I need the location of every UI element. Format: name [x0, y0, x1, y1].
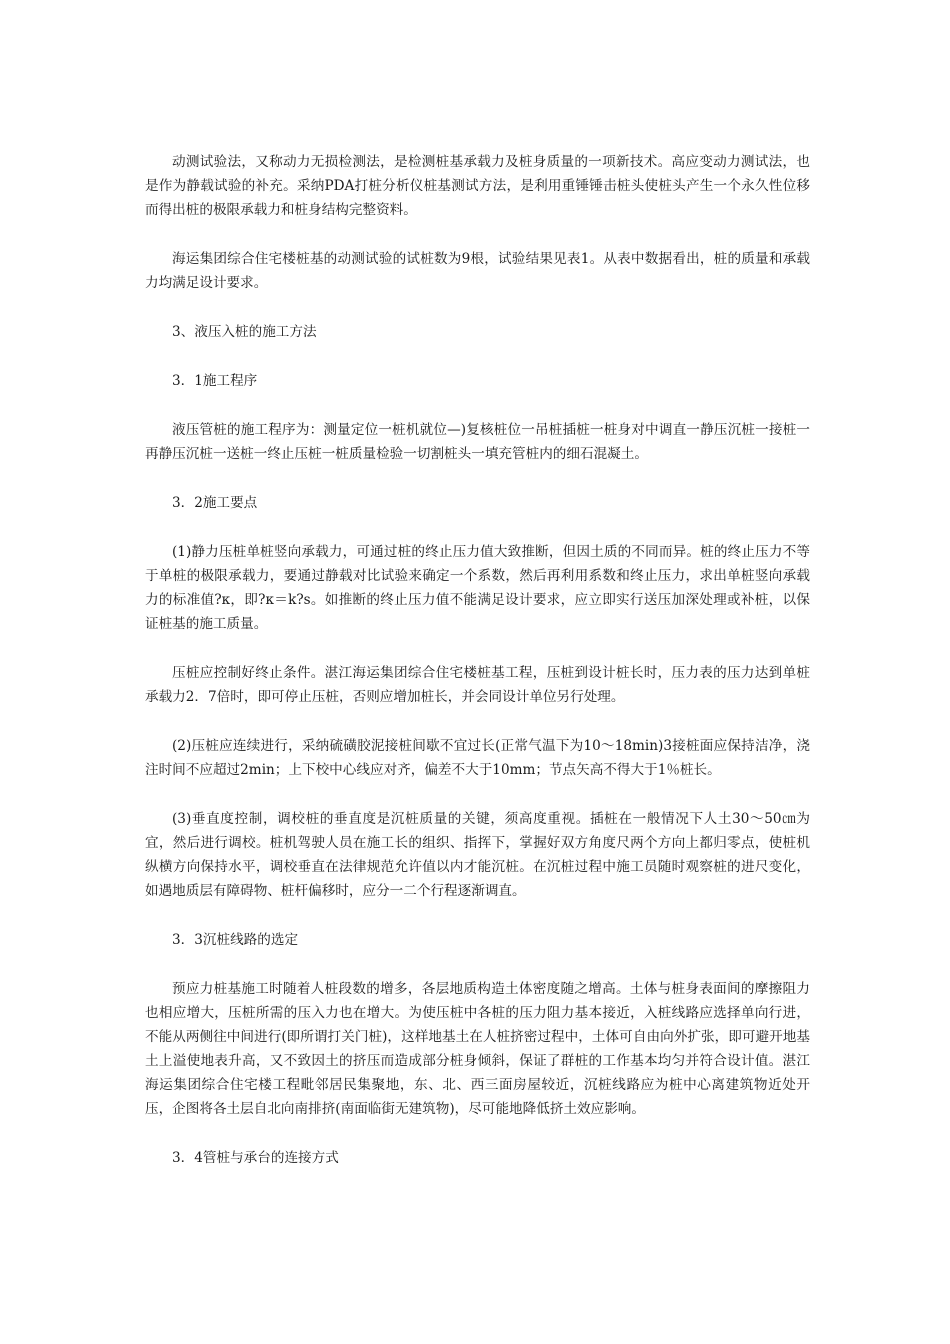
paragraph-termination-conditions: 压桩应控制好终止条件。湛江海运集团综合住宅楼桩基工程，压桩到设计桩长时，压力表的压力达到单桩承载力2．7倍时，即可停止压桩，否则应增加桩长，并会同设计单位另行处理。 [145, 665, 810, 705]
document-body [145, 150, 810, 1195]
heading-construction-method: 3、液压入桩的施工方法 [172, 324, 317, 340]
heading-route-selection: 3．3沉桩线路的选定 [172, 932, 299, 948]
heading-pile-cap-connection: 3．4管桩与承台的连接方式 [172, 1150, 339, 1166]
heading-key-points: 3．2施工要点 [172, 495, 258, 511]
heading-construction-procedure: 3．1施工程序 [172, 373, 258, 389]
paragraph-continuous-pressing: (2)压桩应连续进行，采纳硫磺胶泥接桩间歇不宜过长(正常气温下为10～18min)3接桩面应保持洁净，浇注时间不应超过2min；上下校中心线应对齐，偏差不大于10mm；节点矢高不得大于1％桩长。 [145, 738, 810, 778]
paragraph-dynamic-testing: 动测试验法，又称动力无损检测法，是检测桩基承载力及桩身质量的一项新技术。高应变动力测试法，也是作为静载试验的补充。采纳PDA打桩分析仪桩基测试方法，是利用重锤锤击桩头使桩头产生一个永久性位移而得出桩的极限承载力和桩身结构完整资料。 [145, 154, 810, 218]
paragraph-bearing-capacity: (1)静力压桩单桩竖向承载力，可通过桩的终止压力值大致推断，但因土质的不同而异。桩的终止压力不等于单桩的极限承载力，要通过静载对比试验来确定一个系数，然后再利用系数和终止压力，求出单桩竖向承载力的标准值?κ，即?κ＝k?s。如推断的终止压力值不能满足设计要求，应立即实行送压加深处理或补桩，以保证桩基的施工质量。 [145, 544, 810, 632]
paragraph-test-results: 海运集团综合住宅楼桩基的动测试验的试桩数为9根，试验结果见表1。从表中数据看出，桩的质量和承载力均满足设计要求。 [145, 251, 810, 291]
paragraph-procedure: 液压管桩的施工程序为：测量定位一桩机就位—)复核桩位一吊桩插桩一桩身对中调直一静压沉桩一接桩一再静压沉桩一送桩一终止压桩一桩质量检验一切割桩头一填充管桩内的细石混凝土。 [145, 422, 810, 462]
paragraph-route-selection: 预应力桩基施工时随着人桩段数的增多，各层地质构造土体密度随之增高。土体与桩身表面间的摩擦阻力也相应增大，压桩所需的压入力也在增大。为使压桩中各桩的压力阻力基本接近，入桩线路应选择单向行进，不能从两侧往中间进行(即所谓打关门桩)，这样地基土在人桩挤密过程中，土体可自由向外扩张，即可避开地基土上溢使地表升高，又不致因土的挤压而造成部分桩身倾斜，保证了群桩的工作基本均匀并符合设计值。湛江海运集团综合住宅楼工程毗邻居民集聚地，东、北、西三面房屋较近，沉桩线路应为桩中心离建筑物近处开压，企图将各土层自北向南排挤(南面临街无建筑物)，尽可能地降低挤土效应影响。 [145, 981, 810, 1117]
paragraph-verticality-control: (3)垂直度控制，调校桩的垂直度是沉桩质量的关键，须高度重视。插桩在一般情况下人土30～50㎝为宜，然后进行调校。桩机驾驶人员在施工长的组织、指挥下，掌握好双方角度尺两个方向上都归零点，使桩机纵横方向保持水平，调校垂直在法律规范允许值以内才能沉桩。在沉桩过程中施工员随时观察桩的进尺变化，如遇地质层有障碍物、桩杆偏移时，应分一二个行程逐渐调直。 [145, 811, 810, 899]
